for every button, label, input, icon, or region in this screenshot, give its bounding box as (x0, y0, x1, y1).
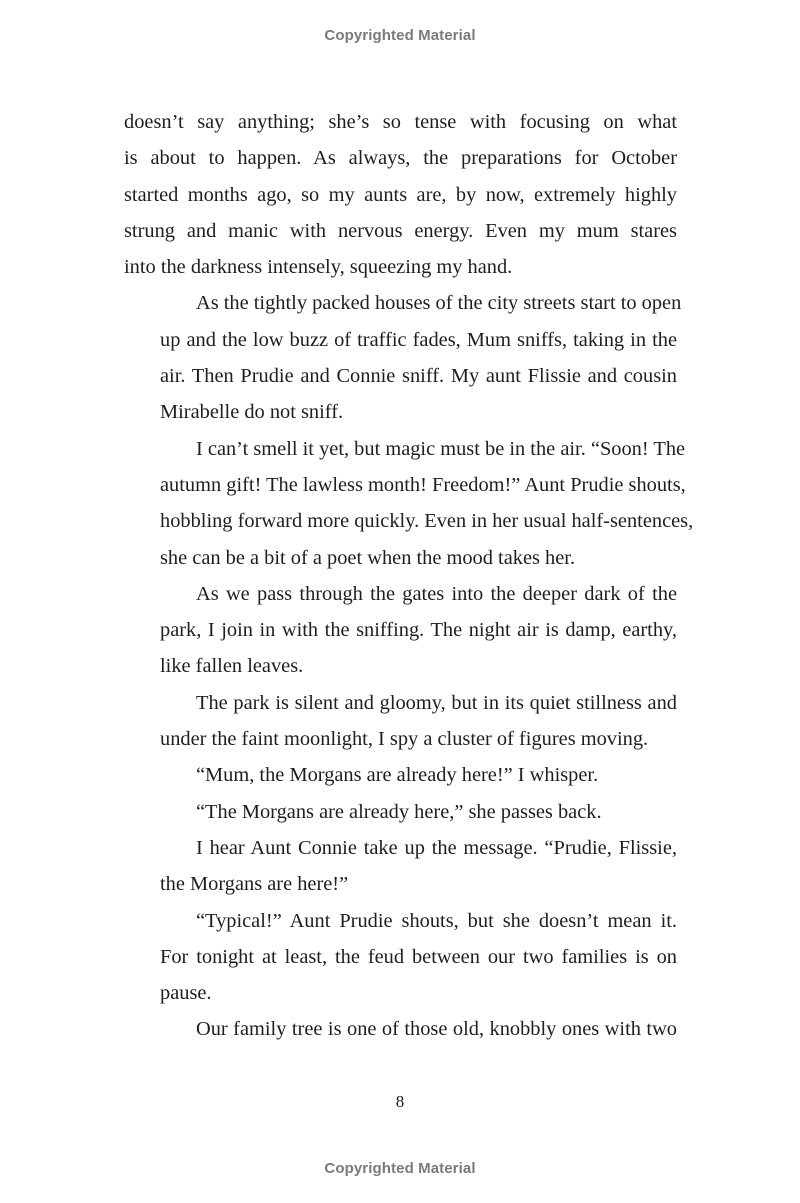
text-line: up and the low buzz of traffic fades, Mum sniffs, taking in the (160, 328, 677, 351)
text-line: Mirabelle do not sniff. (160, 401, 344, 424)
copyright-watermark-bottom: Copyrighted Material (324, 1160, 476, 1177)
text-line: “The Morgans are already here,” she passes back. (196, 800, 602, 823)
text-line: air. Then Prudie and Connie sniff. My aunt Flissie and cousin (160, 365, 677, 388)
paragraph (124, 1011, 677, 1047)
text-line: For tonight at least, the feud between our two families is on (160, 945, 677, 968)
paragraph (124, 431, 694, 576)
paragraph (124, 903, 677, 1012)
text-line: doesn’t say anything; she’s so tense with focusing on what (124, 111, 677, 133)
paragraph (124, 576, 677, 685)
paragraph (124, 685, 677, 758)
paragraph (124, 104, 677, 285)
copyright-watermark-top: Copyrighted Material (324, 27, 476, 44)
text-line: she can be a bit of a poet when the mood takes her. (160, 546, 576, 569)
paragraph (124, 830, 677, 903)
text-line: “Mum, the Morgans are already here!” I whisper. (196, 764, 599, 787)
text-line: is about to happen. As always, the preparations for October (124, 147, 677, 170)
text-line: “Typical!” Aunt Prudie shouts, but she doesn’t mean it. (196, 909, 677, 932)
text-line: Our family tree is one of those old, knobbly ones with two (196, 1018, 677, 1041)
text-line: started months ago, so my aunts are, by now, extremely highly (124, 183, 677, 206)
text-line: The park is silent and gloomy, but in its quiet stillness and (196, 691, 677, 714)
text-line: As the tightly packed houses of the city streets start to open (196, 292, 682, 315)
text-line: hobbling forward more quickly. Even in her usual half-sentences, (160, 510, 694, 533)
text-line: strung and manic with nervous energy. Even my mum stares (124, 219, 677, 242)
body-text (124, 104, 694, 1048)
paragraph (124, 285, 682, 430)
paragraph (124, 794, 677, 830)
text-line: like fallen leaves. (160, 655, 304, 678)
text-line: into the darkness intensely, squeezing my hand. (124, 256, 513, 279)
text-line: park, I join in with the sniffing. The night air is damp, earthy, (160, 619, 677, 642)
text-line: As we pass through the gates into the deeper dark of the (196, 582, 677, 605)
text-line: the Morgans are here!” (160, 873, 349, 896)
page-number: 8 (395, 1092, 405, 1111)
text-line: I can’t smell it yet, but magic must be in the air. “Soon! The (196, 437, 686, 460)
text-line: pause. (160, 982, 212, 1005)
text-line: under the faint moonlight, I spy a cluster of figures moving. (160, 728, 649, 751)
text-line: autumn gift! The lawless month! Freedom!” Aunt Prudie shouts, (160, 473, 686, 496)
text-line: I hear Aunt Connie take up the message. “Prudie, Flissie, (196, 836, 677, 859)
paragraph (124, 757, 677, 793)
